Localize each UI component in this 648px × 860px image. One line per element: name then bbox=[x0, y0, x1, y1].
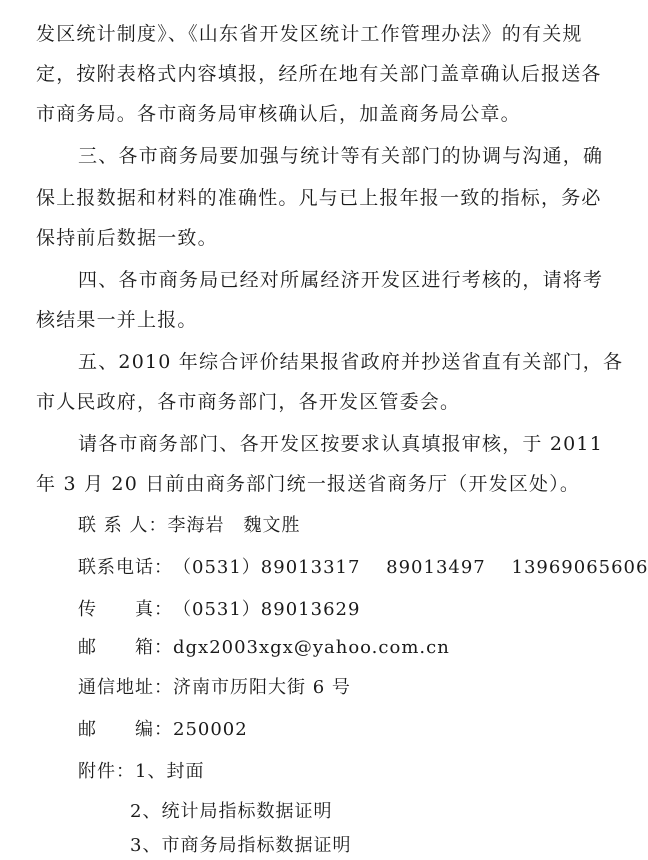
attachment-item: 2、统计局指标数据证明 bbox=[130, 801, 333, 822]
paragraph-line: 市人民政府，各市商务部门，各开发区管委会。 bbox=[36, 391, 461, 413]
paragraph-line: 请各市商务部门、各开发区按要求认真填报审核，于 2011 bbox=[78, 433, 603, 455]
contact-email bbox=[78, 636, 450, 660]
contact-zip-label: 邮 编： bbox=[78, 719, 173, 740]
contact-address bbox=[78, 676, 351, 700]
paragraph-line: 三、各市商务局要加强与统计等有关部门的协调与沟通，确 bbox=[78, 145, 604, 167]
contact-address-value: 济南市历阳大街 6 号 bbox=[173, 677, 351, 698]
paragraph-line: 市商务局。各市商务局审核确认后，加盖商务局公章。 bbox=[36, 103, 521, 125]
contact-phone-value: （0531）89013317 89013497 13969065606 bbox=[173, 557, 648, 578]
paragraph-line: 四、各市商务局已经对所属经济开发区进行考核的，请将考 bbox=[78, 269, 604, 291]
contact-fax-value: （0531）89013629 bbox=[173, 599, 361, 620]
contact-phone bbox=[78, 556, 648, 580]
attachments-first-row bbox=[78, 760, 204, 784]
contact-zip bbox=[78, 718, 248, 742]
contact-person-value: 李海岩 魏文胜 bbox=[167, 515, 301, 536]
paragraph-line: 五、2010 年综合评价结果报省政府并抄送省直有关部门，各 bbox=[78, 351, 624, 373]
contact-email-label: 邮 箱： bbox=[78, 637, 173, 658]
contact-fax bbox=[78, 598, 360, 622]
contact-person bbox=[78, 514, 300, 538]
paragraph-line: 定，按附表格式内容填报，经所在地有关部门盖章确认后报送各 bbox=[36, 63, 602, 85]
contact-person-label: 联 系 人： bbox=[78, 515, 168, 536]
paragraph-line: 发区统计制度》、《山东省开发区统计工作管理办法》的有关规 bbox=[36, 23, 583, 45]
paragraph-line: 核结果一并上报。 bbox=[36, 309, 198, 331]
paragraph-line: 保持前后数据一致。 bbox=[36, 227, 218, 249]
contact-address-label: 通信地址： bbox=[78, 677, 173, 698]
paragraph-line: 保上报数据和材料的准确性。凡与已上报年报一致的指标，务必 bbox=[36, 187, 602, 209]
attachment-item: 1、封面 bbox=[135, 761, 205, 782]
contact-fax-label: 传 真： bbox=[78, 599, 173, 620]
attachments-label: 附件： bbox=[78, 761, 135, 782]
contact-phone-label: 联系电话： bbox=[78, 557, 173, 578]
contact-zip-value: 250002 bbox=[173, 719, 248, 740]
paragraph-line: 年 3 月 20 日前由商务部门统一报送省商务厅（开发区处）。 bbox=[36, 473, 581, 495]
attachment-item: 3、市商务局指标数据证明 bbox=[130, 835, 352, 856]
contact-email-value: dgx2003xgx@yahoo.com.cn bbox=[173, 637, 450, 658]
